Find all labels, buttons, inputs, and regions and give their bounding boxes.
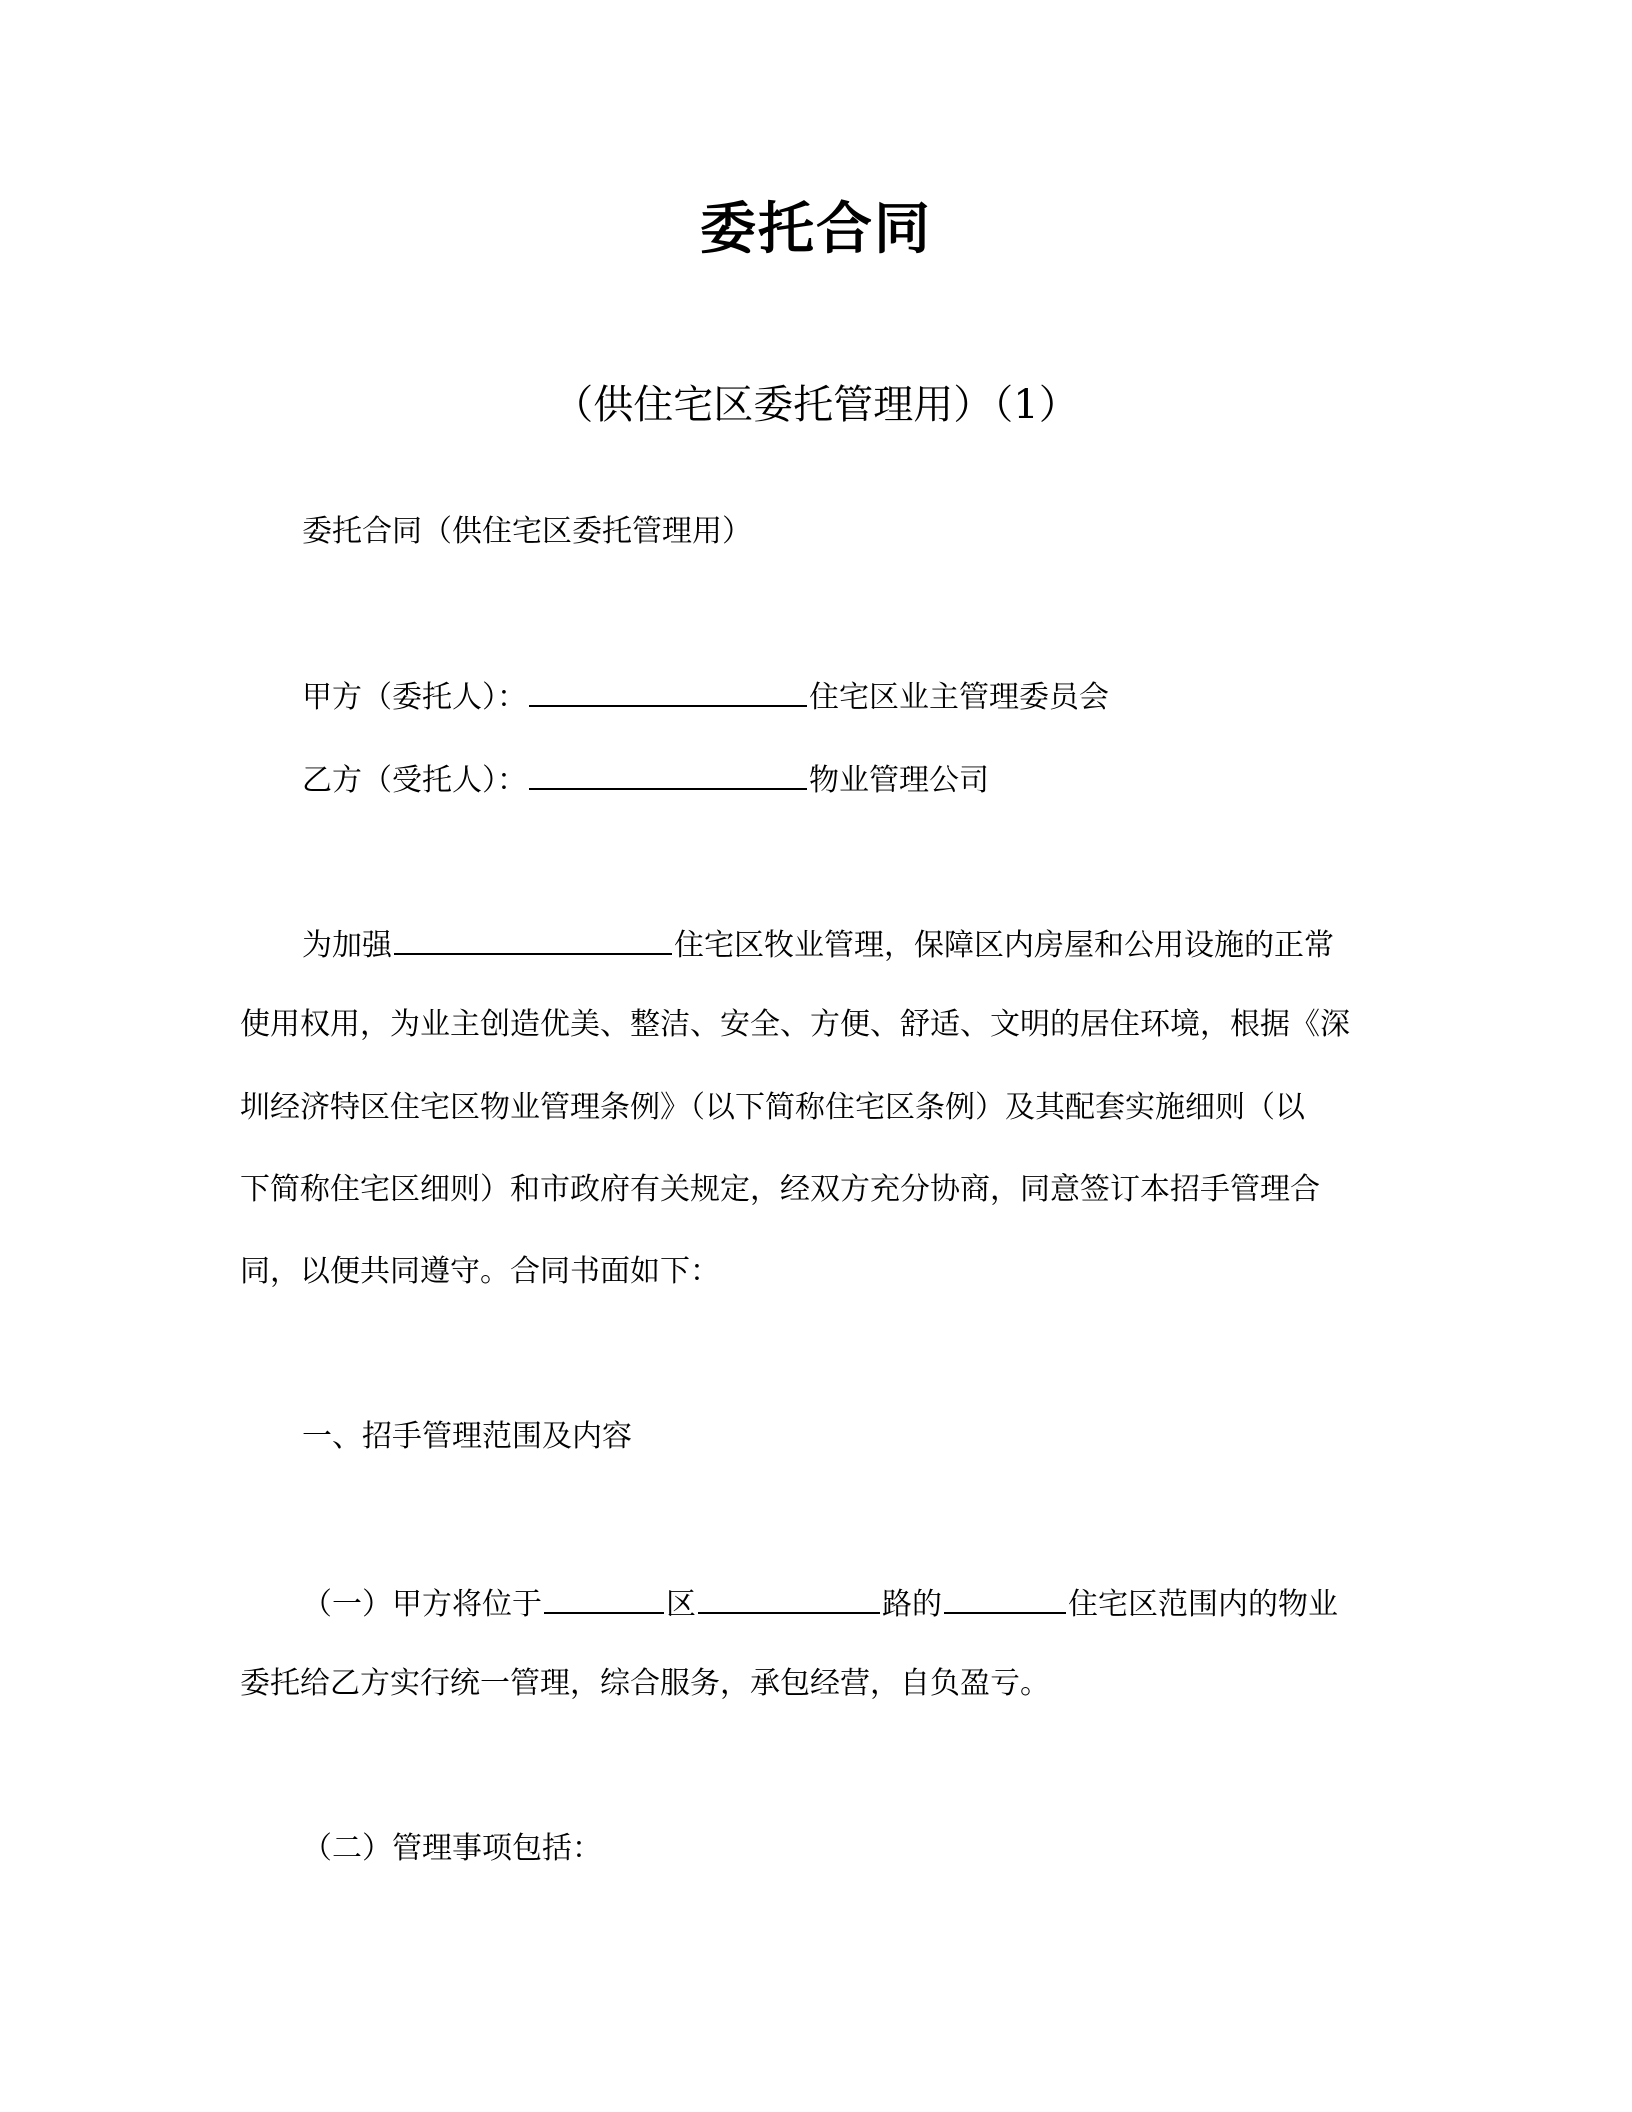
estate-blank <box>944 1582 1066 1614</box>
road-blank <box>698 1582 880 1614</box>
item-1-road: 路的 <box>882 1587 942 1622</box>
item-1-district: 区 <box>666 1587 696 1622</box>
preamble-line-3: 圳经济特区住宅区物业管理条例》（以下简称住宅区条例）及其配套实施细则（以 <box>240 1090 1305 1125</box>
party-b-blank <box>529 758 807 790</box>
item-1-suffix: 住宅区范围内的物业 <box>1068 1587 1338 1622</box>
item-1-line-1 <box>302 1582 1338 1625</box>
party-b-suffix: 物业管理公司 <box>809 763 989 798</box>
document-subtitle: （供住宅区委托管理用）（1） <box>553 382 1079 428</box>
party-a-line <box>302 675 1109 718</box>
item-1-prefix: （一）甲方将位于 <box>302 1587 542 1622</box>
preamble-prefix: 为加强 <box>302 928 392 963</box>
preamble-line-1 <box>302 923 1334 966</box>
preamble-line-5: 同，以便共同遵守。合同书面如下： <box>240 1254 720 1289</box>
preamble-blank <box>394 923 672 955</box>
document-title: 委托合同 <box>700 197 932 262</box>
party-a-label: 甲方（委托人）： <box>302 680 527 715</box>
party-a-blank <box>529 675 807 707</box>
preamble-suffix: 住宅区牧业管理，保障区内房屋和公用设施的正常 <box>674 928 1334 963</box>
preamble-line-2: 使用权用，为业主创造优美、整洁、安全、方便、舒适、文明的居住环境，根据《深 <box>240 1007 1350 1042</box>
section-1-heading: 一、招手管理范围及内容 <box>302 1419 632 1454</box>
party-b-label: 乙方（受托人）： <box>302 763 527 798</box>
party-a-suffix: 住宅区业主管理委员会 <box>809 680 1109 715</box>
heading-line: 委托合同（供住宅区委托管理用） <box>302 514 752 549</box>
district-blank <box>544 1582 664 1614</box>
item-1-line-2: 委托给乙方实行统一管理，综合服务，承包经营，自负盈亏。 <box>240 1666 1050 1701</box>
preamble-line-4: 下简称住宅区细则）和市政府有关规定，经双方充分协商，同意签订本招手管理合 <box>240 1172 1320 1207</box>
item-2: （二）管理事项包括： <box>302 1831 602 1866</box>
party-b-line <box>302 758 989 801</box>
